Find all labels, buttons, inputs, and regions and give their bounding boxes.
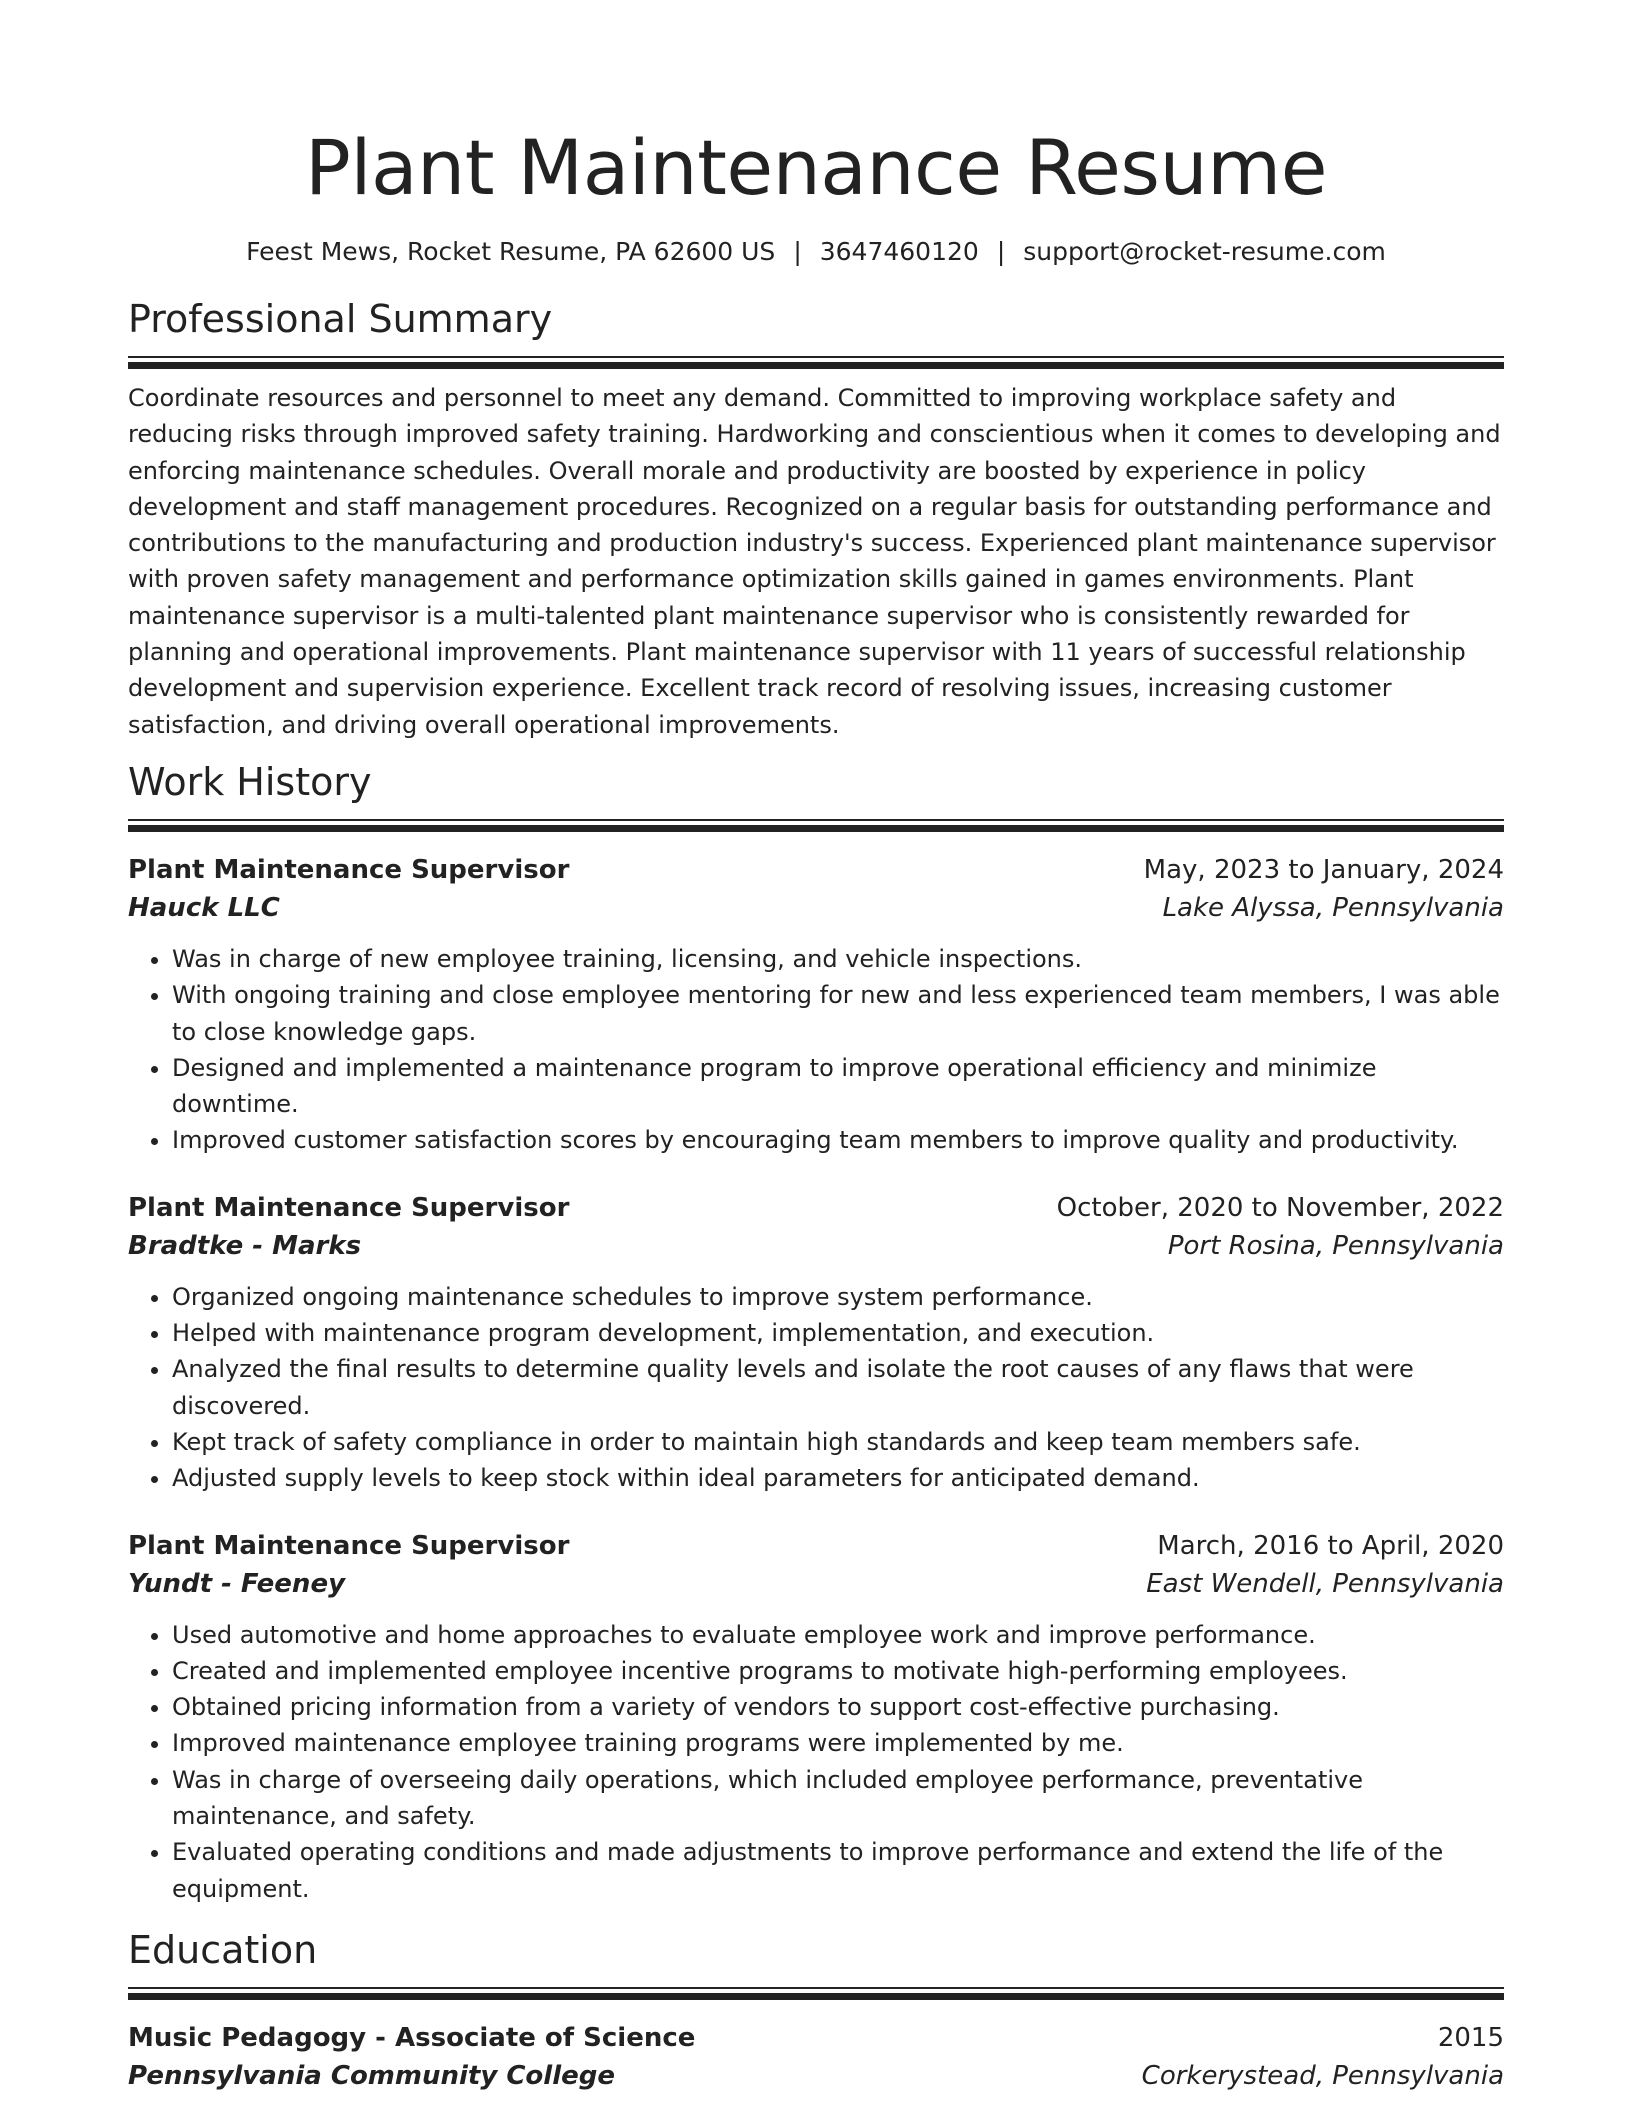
job-title: Plant Maintenance Supervisor xyxy=(128,1530,570,1561)
section-heading-work-history: Work History xyxy=(128,759,372,804)
list-item: • Organized ongoing maintenance schedules to improve system performance. xyxy=(172,1279,1504,1315)
education-header xyxy=(128,2019,1504,2057)
job-entry xyxy=(128,1189,1504,1497)
list-item: • Evaluated operating conditions and made adjustments to improve performance and extend the life of the equipment. xyxy=(172,1834,1504,1907)
list-item: • Was in charge of overseeing daily operations, which included employee performance, preventative maintenance, and safety. xyxy=(172,1762,1504,1835)
list-item: • Designed and implemented a maintenance program to improve operational efficiency and minimize downtime. xyxy=(172,1050,1504,1123)
list-item: • Analyzed the final results to determine quality levels and isolate the root causes of any flaws that were discovered. xyxy=(172,1351,1504,1424)
list-item: • Created and implemented employee incentive programs to motivate high-performing employees. xyxy=(172,1653,1504,1689)
job-location: East Wendell, Pennsylvania xyxy=(1146,1568,1504,1599)
section-heading-education: Education xyxy=(128,1927,318,1972)
education-subheader xyxy=(128,2057,1504,2095)
list-item: • Improved customer satisfaction scores by encouraging team members to improve quality and productivity. xyxy=(172,1122,1504,1158)
contact-phone: 3647460120 xyxy=(819,237,979,266)
education-section xyxy=(128,1925,1504,2095)
job-dates: October, 2020 to November, 2022 xyxy=(1056,1192,1504,1223)
summary-text: Coordinate resources and personnel to meet any demand. Committed to improving workplace safety and reducing risks through improved safety training. Hardworking and conscientious when it comes to developing and enforcing maintenance schedules. Overall morale and productivity are boosted by experience in policy development and staff management procedures. Recognized on a regular basis for outstanding performance and contributions to the manufacturing and production industry's success. Experienced plant maintenance supervisor with proven safety management and performance optimization skills gained in games environments. Plant maintenance supervisor is a multi-talented plant maintenance supervisor who is consistently rewarded for planning and operational improvements. Plant maintenance supervisor with 11 years of successful relationship development and supervision experience. Excellent track record of resolving issues, increasing customer satisfaction, and driving overall operational improvements. xyxy=(128,384,1501,739)
resume-page xyxy=(128,118,1504,2095)
job-title: Plant Maintenance Supervisor xyxy=(128,854,570,885)
job-location: Port Rosina, Pennsylvania xyxy=(1167,1230,1504,1261)
job-header xyxy=(128,1527,1504,1565)
job-dates: March, 2016 to April, 2020 xyxy=(1157,1530,1504,1561)
summary-section xyxy=(128,294,1504,743)
contact-line xyxy=(128,234,1504,270)
job-location: Lake Alyssa, Pennsylvania xyxy=(1162,892,1504,923)
job-header xyxy=(128,851,1504,889)
contact-email: support@rocket-resume.com xyxy=(1023,237,1386,266)
job-entry xyxy=(128,1527,1504,1907)
job-dates: May, 2023 to January, 2024 xyxy=(1143,854,1504,885)
job-subheader xyxy=(128,1227,1504,1265)
job-bullets xyxy=(128,1617,1504,1907)
contact-address: Feest Mews, Rocket Resume, PA 62600 US xyxy=(246,237,776,266)
section-divider xyxy=(128,819,1504,833)
job-subheader xyxy=(128,1565,1504,1603)
list-item: • With ongoing training and close employee mentoring for new and less experienced team members, I was able to close knowledge gaps. xyxy=(172,977,1504,1050)
list-item: • Kept track of safety compliance in order to maintain high standards and keep team members safe. xyxy=(172,1424,1504,1460)
education-location: Corkerystead, Pennsylvania xyxy=(1141,2060,1504,2091)
work-history-section xyxy=(128,757,1504,1907)
list-item: • Improved maintenance employee training programs were implemented by me. xyxy=(172,1725,1504,1761)
job-title: Plant Maintenance Supervisor xyxy=(128,1192,570,1223)
job-company: Bradtke - Marks xyxy=(128,1230,362,1261)
contact-separator: | xyxy=(793,237,802,266)
education-degree: Music Pedagogy - Associate of Science xyxy=(128,2022,696,2053)
contact-separator: | xyxy=(996,237,1006,266)
job-bullets xyxy=(128,1279,1504,1497)
list-item: • Helped with maintenance program development, implementation, and execution. xyxy=(172,1315,1504,1351)
list-item: • Was in charge of new employee training, licensing, and vehicle inspections. xyxy=(172,941,1504,977)
job-bullets xyxy=(128,941,1504,1159)
job-subheader xyxy=(128,889,1504,927)
section-heading-summary: Professional Summary xyxy=(128,297,553,341)
list-item: • Adjusted supply levels to keep stock within ideal parameters for anticipated demand. xyxy=(172,1460,1504,1496)
list-item: • Used automotive and home approaches to evaluate employee work and improve performance. xyxy=(172,1617,1504,1653)
section-divider xyxy=(128,1987,1504,2001)
job-company: Hauck LLC xyxy=(128,892,280,923)
job-company: Yundt - Feeney xyxy=(128,1568,346,1599)
education-year: 2015 xyxy=(1437,2022,1504,2053)
list-item: • Obtained pricing information from a variety of vendors to support cost-effective purchasing. xyxy=(172,1689,1504,1725)
job-entry xyxy=(128,851,1504,1159)
page-title: Plant Maintenance Resume xyxy=(305,123,1327,212)
section-divider xyxy=(128,356,1504,370)
education-school: Pennsylvania Community College xyxy=(128,2060,615,2091)
job-header xyxy=(128,1189,1504,1227)
